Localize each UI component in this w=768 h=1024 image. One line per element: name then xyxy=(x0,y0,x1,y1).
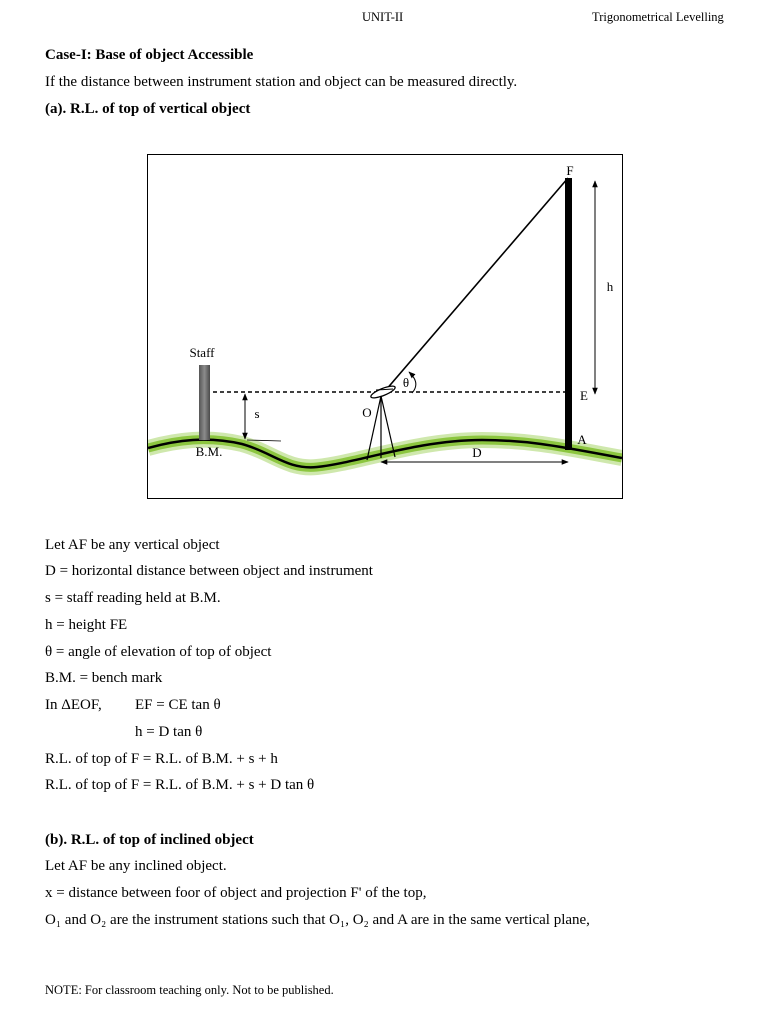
label-distance: D xyxy=(472,445,482,460)
staff-rod xyxy=(199,365,210,440)
definition-line: D = horizontal distance between object and instrument xyxy=(45,563,373,580)
definition-line: Let AF be any vertical object xyxy=(45,536,220,553)
result-line: R.L. of top of F = R.L. of B.M. + s + D tan θ xyxy=(45,777,315,794)
section-b-line: x = distance between foor of object and projection F' of the top, xyxy=(45,885,427,901)
vertical-object-figure xyxy=(147,154,623,499)
section-a-title: (a). R.L. of top of vertical object xyxy=(45,100,251,117)
definition-line: B.M. = bench mark xyxy=(45,670,163,687)
label-angle: θ xyxy=(402,375,410,390)
label-height: h xyxy=(606,279,614,294)
footer-note: NOTE: For classroom teaching only. Not to be published. xyxy=(45,983,334,997)
label-staff: Staff xyxy=(189,345,215,360)
definition-line: h = height FE xyxy=(45,616,128,633)
case-title: Case-I: Base of object Accessible xyxy=(45,46,254,63)
section-b xyxy=(45,827,745,934)
equation-1: EF = CE tan θ xyxy=(135,697,221,714)
object-pole xyxy=(565,178,572,450)
label-top-point: F xyxy=(566,163,574,178)
section-b-line: Let AF be any inclined object. xyxy=(45,858,227,875)
section-b-line: O₁ and O₂ are the instrument stations such that O₁, O₂ and A are in the same vertical plane, xyxy=(45,911,590,928)
case-condition: If the distance between instrument station and object can be measured directly. xyxy=(45,73,518,90)
header-unit: UNIT-II xyxy=(362,10,404,24)
label-instrument-station: O xyxy=(362,405,372,420)
definition-line: s = staff reading held at B.M. xyxy=(45,590,221,607)
label-staff-reading: s xyxy=(254,406,260,421)
derivation-line-1 xyxy=(45,692,745,719)
header-topic: Trigonometrical Levelling xyxy=(592,10,724,24)
section-a-explanation xyxy=(45,532,745,800)
triangle-label: In ΔEOF, xyxy=(45,697,102,714)
label-bench-mark: B.M. xyxy=(195,444,223,459)
result-line: R.L. of top of F = R.L. of B.M. + s + h xyxy=(45,750,278,767)
equation-2: h = D tan θ xyxy=(135,723,203,740)
label-base-point: A xyxy=(577,432,587,447)
label-point-e: E xyxy=(580,388,588,403)
definition-line: θ = angle of elevation of top of object xyxy=(45,643,272,660)
case-intro-block xyxy=(45,42,745,123)
section-b-title: (b). R.L. of top of inclined object xyxy=(45,831,254,848)
